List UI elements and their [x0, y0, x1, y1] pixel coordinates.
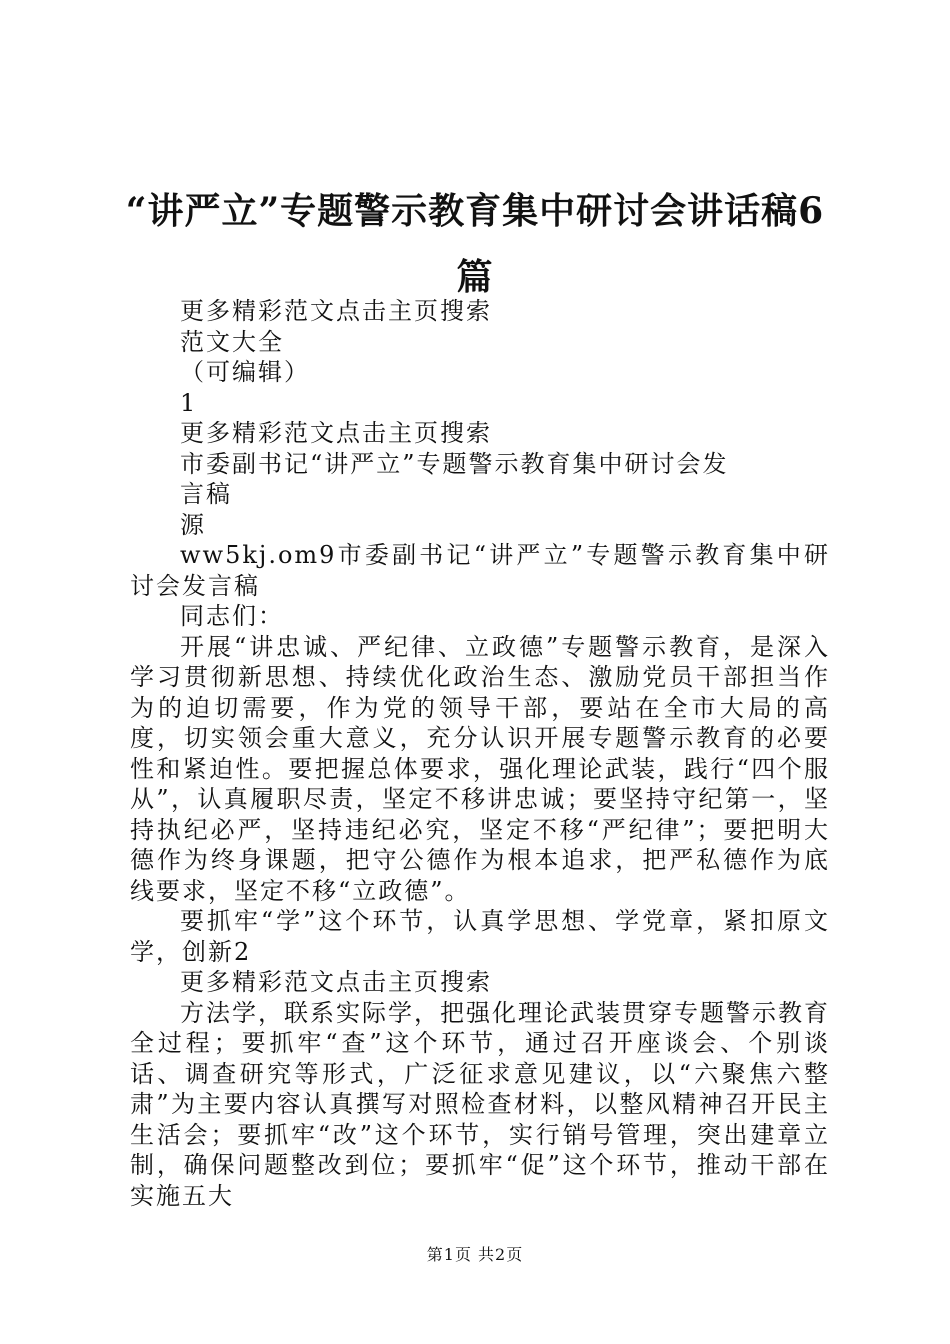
body-paragraph: 开展“讲忠诚、严纪律、立政德”专题警示教育，是深入学习贯彻新思想、持续优化政治生态、激励党员干部担当作为的迫切需要，作为党的领导干部，要站在全市大局的高度，切实领会重大意义，充分认识开展专题警示教育的必要性和紧迫性。要把握总体要求，强化理论武装，践行“四个服从”，认真履职尽责，坚定不移讲忠诚；要坚持守纪第一，坚持执纪必严，坚持违纪必究，坚定不移“严纪律”；要把明大德作为终身课题，把守公德作为根本追求，把严私德作为底线要求，坚定不移“立政德”。	[130, 632, 830, 905]
editable-note: （可编辑）	[180, 358, 310, 386]
subtitle-line: 市委副书记“讲严立”专题警示教育集中研讨会发	[180, 449, 729, 478]
promo-line: 更多精彩范文点击主页搜索	[180, 419, 492, 447]
body-paragraph: ww5kj.om9市委副书记“讲严立”专题警示教育集中研讨会发言稿	[130, 541, 830, 600]
document-title: “讲严立”专题警示教育集中研讨会讲话稿6篇	[125, 190, 825, 298]
page-marker: 1	[180, 388, 198, 417]
body-paragraph: 要抓牢“学”这个环节，认真学思想、学党章，紧扣原文学，创新2	[130, 907, 830, 966]
promo-line: 更多精彩范文点击主页搜索	[180, 297, 492, 325]
page-footer: 第1页 共2页	[426, 1245, 524, 1264]
document-body	[130, 296, 830, 1211]
subtitle-line-continued: 言稿	[180, 480, 232, 508]
site-name-line: 范文大全	[180, 327, 284, 356]
body-paragraph: 方法学，联系实际学，把强化理论武装贯穿专题警示教育全过程；要抓牢“查”这个环节，通过召开座谈会、个别谈话、调查研究等形式，广泛征求意见建议，以“六聚焦六整肃”为主要内容认真撰写对照检查材料，以整风精神召开民主生活会；要抓牢“改”这个环节，实行销号管理，突出建章立制，确保问题整改到位；要抓牢“促”这个环节，推动干部在实施五大	[130, 998, 830, 1210]
source-label: 源	[180, 510, 206, 539]
salutation: 同志们：	[180, 602, 284, 630]
promo-line: 更多精彩范文点击主页搜索	[180, 968, 492, 996]
